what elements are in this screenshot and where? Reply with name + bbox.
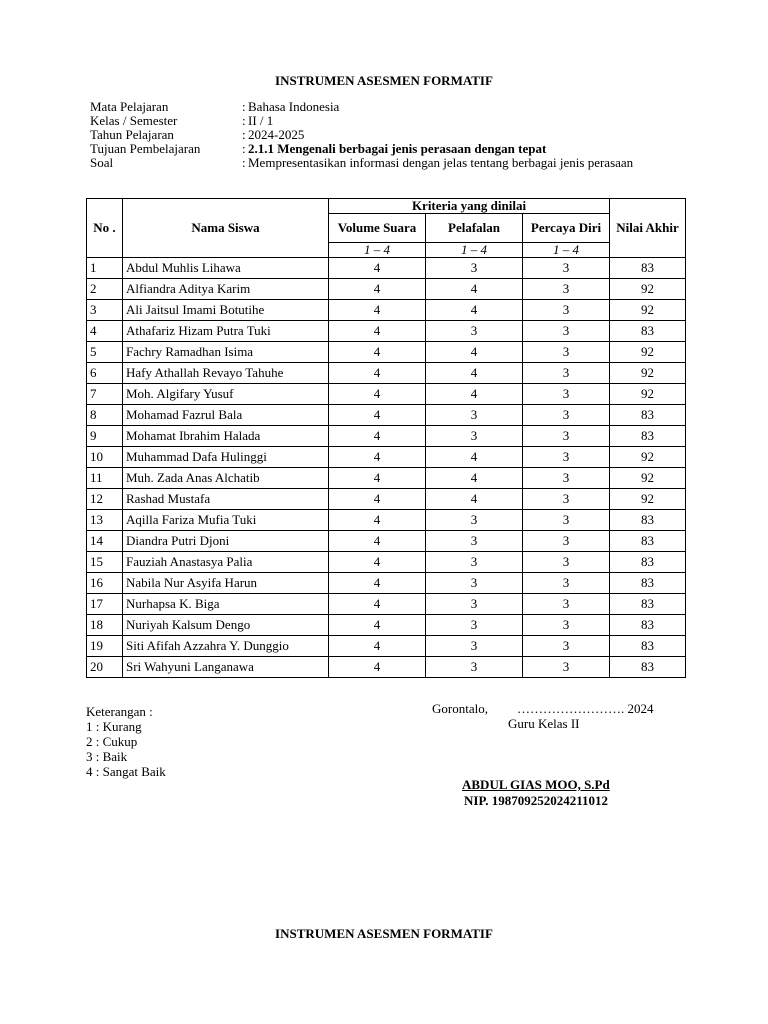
cell-volume-suara: 4 [329, 342, 426, 363]
info-colon: : [242, 155, 246, 170]
cell-no: 15 [87, 552, 123, 573]
cell-nilai-akhir: 83 [610, 636, 686, 657]
cell-name: Hafy Athallah Revayo Tahuhe [123, 363, 329, 384]
cell-percaya-diri: 3 [523, 426, 610, 447]
cell-no: 17 [87, 594, 123, 615]
legend-item: 3 : Baik [86, 749, 128, 764]
cell-percaya-diri: 3 [523, 405, 610, 426]
cell-volume-suara: 4 [329, 531, 426, 552]
table-row [87, 594, 686, 615]
cell-name: Mohamad Fazrul Bala [123, 405, 329, 426]
cell-percaya-diri: 3 [523, 510, 610, 531]
cell-no: 4 [87, 321, 123, 342]
info-row [90, 142, 680, 156]
table-row [87, 573, 686, 594]
cell-no: 13 [87, 510, 123, 531]
info-label: Tujuan Pembelajaran [90, 141, 201, 156]
table-row [87, 279, 686, 300]
cell-no: 16 [87, 573, 123, 594]
info-row [90, 100, 680, 114]
cell-nilai-akhir: 92 [610, 363, 686, 384]
cell-nilai-akhir: 83 [610, 510, 686, 531]
cell-name: Aqilla Fariza Mufia Tuki [123, 510, 329, 531]
cell-pelafalan: 4 [426, 363, 523, 384]
cell-name: Abdul Muhlis Lihawa [123, 258, 329, 279]
cell-no: 5 [87, 342, 123, 363]
cell-no: 19 [87, 636, 123, 657]
table-row [87, 384, 686, 405]
table-row [87, 405, 686, 426]
cell-pelafalan: 4 [426, 447, 523, 468]
cell-volume-suara: 4 [329, 279, 426, 300]
cell-percaya-diri: 3 [523, 594, 610, 615]
teacher-nip: NIP. 198709252024211012 [464, 793, 608, 808]
cell-volume-suara: 4 [329, 300, 426, 321]
cell-pelafalan: 4 [426, 489, 523, 510]
cell-pelafalan: 4 [426, 384, 523, 405]
cell-name: Sri Wahyuni Langanawa [123, 657, 329, 678]
table-row [87, 342, 686, 363]
cell-nilai-akhir: 92 [610, 342, 686, 363]
cell-pelafalan: 3 [426, 594, 523, 615]
cell-percaya-diri: 3 [523, 636, 610, 657]
cell-pelafalan: 4 [426, 468, 523, 489]
cell-no: 3 [87, 300, 123, 321]
cell-pelafalan: 3 [426, 510, 523, 531]
info-colon: : [242, 113, 246, 128]
cell-nilai-akhir: 83 [610, 657, 686, 678]
cell-percaya-diri: 3 [523, 363, 610, 384]
info-row [90, 114, 680, 128]
info-value: 2.1.1 Mengenali berbagai jenis perasaan dengan tepat [248, 141, 547, 156]
cell-volume-suara: 4 [329, 405, 426, 426]
legend-item: 2 : Cukup [86, 734, 138, 749]
cell-pelafalan: 3 [426, 636, 523, 657]
cell-percaya-diri: 3 [523, 384, 610, 405]
info-block [90, 100, 680, 170]
table-row [87, 552, 686, 573]
cell-nilai-akhir: 83 [610, 321, 686, 342]
signature-role: Guru Kelas II [508, 716, 580, 731]
cell-no: 2 [87, 279, 123, 300]
cell-nilai-akhir: 83 [610, 405, 686, 426]
cell-volume-suara: 4 [329, 615, 426, 636]
info-value: 2024-2025 [248, 127, 305, 142]
header-criteria: Kriteria yang dinilai [329, 199, 610, 214]
cell-pelafalan: 3 [426, 657, 523, 678]
table-row [87, 300, 686, 321]
cell-nilai-akhir: 92 [610, 279, 686, 300]
signature-block [432, 701, 682, 731]
legend-item: 4 : Sangat Baik [86, 764, 166, 779]
cell-volume-suara: 4 [329, 657, 426, 678]
cell-volume-suara: 4 [329, 636, 426, 657]
cell-pelafalan: 4 [426, 300, 523, 321]
cell-nilai-akhir: 83 [610, 531, 686, 552]
cell-name: Nuriyah Kalsum Dengo [123, 615, 329, 636]
table-row [87, 510, 686, 531]
cell-nilai-akhir: 83 [610, 594, 686, 615]
cell-percaya-diri: 3 [523, 321, 610, 342]
cell-percaya-diri: 3 [523, 468, 610, 489]
table-row [87, 363, 686, 384]
cell-nilai-akhir: 92 [610, 489, 686, 510]
cell-percaya-diri: 3 [523, 447, 610, 468]
cell-no: 14 [87, 531, 123, 552]
cell-name: Rashad Mustafa [123, 489, 329, 510]
cell-no: 6 [87, 363, 123, 384]
table-row [87, 531, 686, 552]
info-label: Soal [90, 155, 114, 170]
cell-percaya-diri: 3 [523, 531, 610, 552]
info-colon: : [242, 127, 246, 142]
document-title: INSTRUMEN ASESMEN FORMATIF [275, 73, 493, 88]
cell-nilai-akhir: 83 [610, 426, 686, 447]
cell-percaya-diri: 3 [523, 615, 610, 636]
cell-nilai-akhir: 83 [610, 258, 686, 279]
cell-name: Ali Jaitsul Imami Botutihe [123, 300, 329, 321]
cell-no: 8 [87, 405, 123, 426]
cell-nilai-akhir: 92 [610, 447, 686, 468]
cell-volume-suara: 4 [329, 258, 426, 279]
signature-place: Gorontalo, [432, 701, 488, 716]
header-volume-suara: Volume Suara [329, 214, 426, 243]
cell-volume-suara: 4 [329, 447, 426, 468]
cell-percaya-diri: 3 [523, 489, 610, 510]
cell-nilai-akhir: 83 [610, 615, 686, 636]
cell-pelafalan: 3 [426, 321, 523, 342]
cell-name: Fachry Ramadhan Isima [123, 342, 329, 363]
table-row [87, 657, 686, 678]
cell-no: 12 [87, 489, 123, 510]
cell-name: Nabila Nur Asyifa Harun [123, 573, 329, 594]
table-row [87, 321, 686, 342]
table-row [87, 489, 686, 510]
cell-no: 1 [87, 258, 123, 279]
header-nilai-akhir: Nilai Akhir [610, 199, 686, 258]
cell-no: 20 [87, 657, 123, 678]
header-percaya-diri: Percaya Diri [523, 214, 610, 243]
info-colon: : [242, 141, 246, 156]
cell-pelafalan: 3 [426, 552, 523, 573]
cell-no: 11 [87, 468, 123, 489]
cell-name: Mohamat Ibrahim Halada [123, 426, 329, 447]
table-row [87, 636, 686, 657]
cell-percaya-diri: 3 [523, 279, 610, 300]
cell-percaya-diri: 3 [523, 552, 610, 573]
cell-name: Athafariz Hizam Putra Tuki [123, 321, 329, 342]
table-row [87, 447, 686, 468]
cell-no: 7 [87, 384, 123, 405]
range-percaya: 1 – 4 [523, 243, 610, 258]
cell-pelafalan: 3 [426, 405, 523, 426]
cell-pelafalan: 3 [426, 573, 523, 594]
cell-nilai-akhir: 83 [610, 552, 686, 573]
cell-name: Muhammad Dafa Hulinggi [123, 447, 329, 468]
table-row [87, 615, 686, 636]
info-colon: : [242, 99, 246, 114]
cell-percaya-diri: 3 [523, 573, 610, 594]
info-label: Mata Pelajaran [90, 99, 169, 114]
legend-heading: Keterangan : [86, 704, 153, 719]
cell-volume-suara: 4 [329, 510, 426, 531]
cell-name: Muh. Zada Anas Alchatib [123, 468, 329, 489]
cell-name: Diandra Putri Djoni [123, 531, 329, 552]
header-pelafalan: Pelafalan [426, 214, 523, 243]
cell-nilai-akhir: 92 [610, 300, 686, 321]
info-label: Tahun Pelajaran [90, 127, 174, 142]
cell-pelafalan: 3 [426, 426, 523, 447]
cell-pelafalan: 3 [426, 531, 523, 552]
cell-name: Siti Afifah Azzahra Y. Dunggio [123, 636, 329, 657]
cell-volume-suara: 4 [329, 552, 426, 573]
cell-percaya-diri: 3 [523, 657, 610, 678]
cell-pelafalan: 3 [426, 258, 523, 279]
cell-name: Moh. Algifary Yusuf [123, 384, 329, 405]
document-title-next: INSTRUMEN ASESMEN FORMATIF [275, 926, 493, 941]
cell-volume-suara: 4 [329, 573, 426, 594]
cell-pelafalan: 4 [426, 342, 523, 363]
legend [86, 704, 166, 779]
cell-volume-suara: 4 [329, 384, 426, 405]
cell-volume-suara: 4 [329, 489, 426, 510]
cell-pelafalan: 3 [426, 615, 523, 636]
cell-volume-suara: 4 [329, 321, 426, 342]
header-no: No . [87, 199, 123, 258]
legend-item: 1 : Kurang [86, 719, 142, 734]
cell-no: 10 [87, 447, 123, 468]
cell-no: 9 [87, 426, 123, 447]
header-name: Nama Siswa [123, 199, 329, 258]
cell-name: Nurhapsa K. Biga [123, 594, 329, 615]
range-volume: 1 – 4 [329, 243, 426, 258]
cell-percaya-diri: 3 [523, 300, 610, 321]
cell-pelafalan: 4 [426, 279, 523, 300]
range-pelafalan: 1 – 4 [426, 243, 523, 258]
cell-volume-suara: 4 [329, 426, 426, 447]
table-row [87, 468, 686, 489]
cell-nilai-akhir: 92 [610, 384, 686, 405]
info-row [90, 128, 680, 142]
cell-volume-suara: 4 [329, 468, 426, 489]
info-value: II / 1 [248, 113, 274, 128]
cell-volume-suara: 4 [329, 594, 426, 615]
signature-date: ……………………. 2024 [517, 701, 654, 716]
cell-nilai-akhir: 83 [610, 573, 686, 594]
info-value: Bahasa Indonesia [248, 99, 340, 114]
info-label: Kelas / Semester [90, 113, 178, 128]
cell-percaya-diri: 3 [523, 258, 610, 279]
assessment-table [86, 198, 686, 678]
cell-volume-suara: 4 [329, 363, 426, 384]
info-value: Mempresentasikan informasi dengan jelas tentang berbagai jenis perasaan [248, 155, 634, 170]
teacher-name: ABDUL GIAS MOO, S.Pd [462, 777, 610, 792]
table-row [87, 426, 686, 447]
cell-no: 18 [87, 615, 123, 636]
info-row [90, 156, 680, 170]
cell-name: Fauziah Anastasya Palia [123, 552, 329, 573]
cell-name: Alfiandra Aditya Karim [123, 279, 329, 300]
cell-nilai-akhir: 92 [610, 468, 686, 489]
cell-percaya-diri: 3 [523, 342, 610, 363]
table-row [87, 258, 686, 279]
